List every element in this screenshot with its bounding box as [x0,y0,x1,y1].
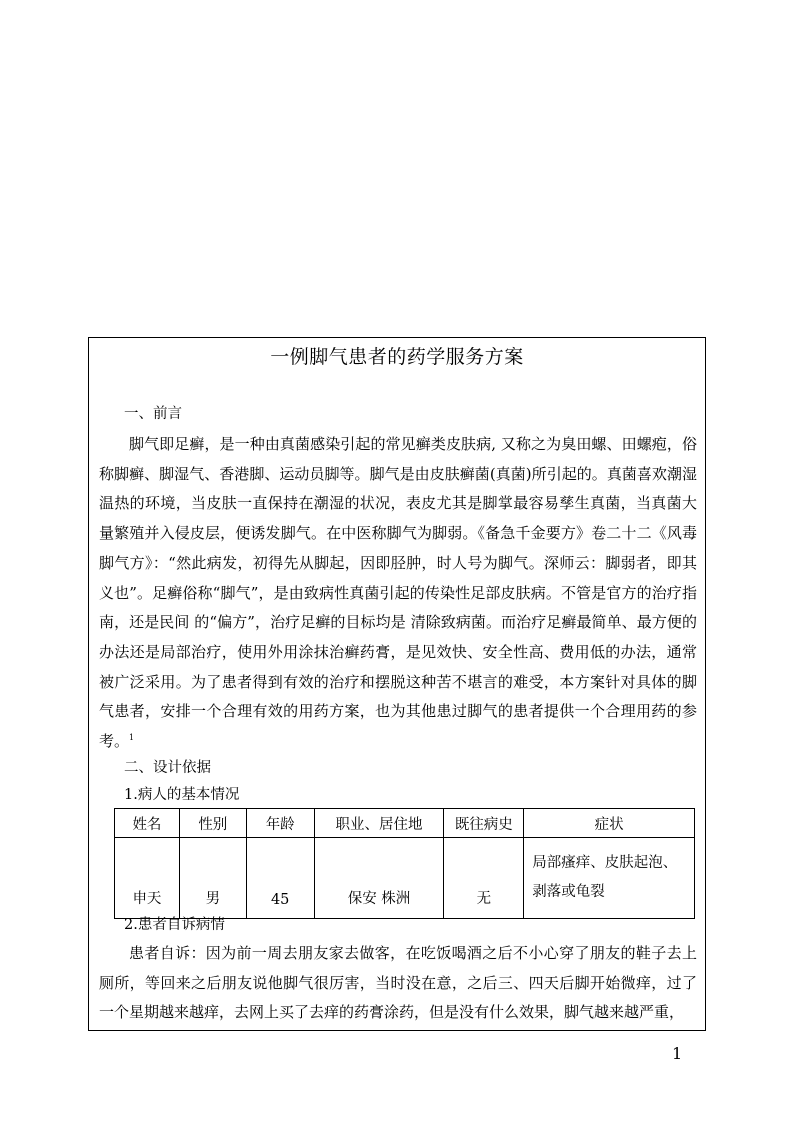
cell-job-location: 保安 株洲 [314,838,444,919]
preface-paragraph [99,430,697,757]
subheading-patient-info: 1.病人的基本情况 [124,787,240,803]
page-number: 1 [672,1044,683,1063]
footnote-marker: 1 [129,733,135,743]
header-name: 姓名 [115,809,180,838]
table-header-row [115,809,695,838]
patient-info-table [114,808,695,919]
section-heading-preface: 一、前言 [124,406,182,422]
self-report-paragraph: 患者自诉：因为前一周去朋友家去做客，在吃饭喝酒之后不小心穿了朋友的鞋子去上厕所，等回来之后朋友说他脚气很厉害，当时没在意，之后三、四天后脚开始微痒，过了一个星期越来越痒，去网上买了去痒的药膏涂药，但是没有什么效果，脚气越来越严重， [99,944,697,1022]
subheading-self-report: 2.患者自诉病情 [124,917,225,933]
section-heading-design-basis: 二、设计依据 [124,760,211,776]
header-age: 年龄 [246,809,314,838]
cell-history: 无 [444,838,524,919]
cell-sex: 男 [179,838,246,919]
cell-symptoms: 局部瘙痒、皮肤起泡、剥落或龟裂 [524,838,695,919]
preface-text: 脚气即足癣，是一种由真菌感染引起的常见癣类皮肤病, 又称之为臭田螺、田螺疱，俗称脚癣、脚湿气、香港脚、运动员脚等。脚气是由皮肤癣菌(真菌)所引起的。真菌喜欢潮湿温热的环境，当皮肤一直保持在潮湿的状况，表皮尤其是脚掌最容易孳生真菌，当真菌大量繁殖并入侵皮层，便诱发脚气。在中医称脚气为脚弱。《备急千金要方》卷二十二《风毒脚气方》：“然此病发，初得先从脚起，因即胫肿，时人号为脚气。深师云：脚弱者，即其义也”。足癣俗称“脚气”，是由致病性真菌引起的传染性足部皮肤病。不管是官方的治疗指南，还是民间 的“偏方”，治疗足癣的目标均是 清除致病菌。而治疗足癣最简单、最方便的办法还是局部治疗，使用外用涂抹治癣药膏，是见效快、安全性高、费用低的办法，通常被广泛采用。为了患者得到有效的治疗和摆脱这种苦不堪言的难受，本方案针对具体的脚气患者，安排一个合理有效的用药方案，也为其他患过脚气的患者提供一个合理用药的参考。 [99,435,697,751]
cell-age: 45 [246,838,314,919]
header-history: 既往病史 [444,809,524,838]
document-title: 一例脚气患者的药学服务方案 [270,346,524,368]
cell-name: 申天 [115,838,180,919]
header-symptoms: 症状 [524,809,695,838]
content-frame [88,337,706,1031]
header-job-location: 职业、居住地 [314,809,444,838]
header-sex: 性别 [179,809,246,838]
table-row [115,838,695,919]
